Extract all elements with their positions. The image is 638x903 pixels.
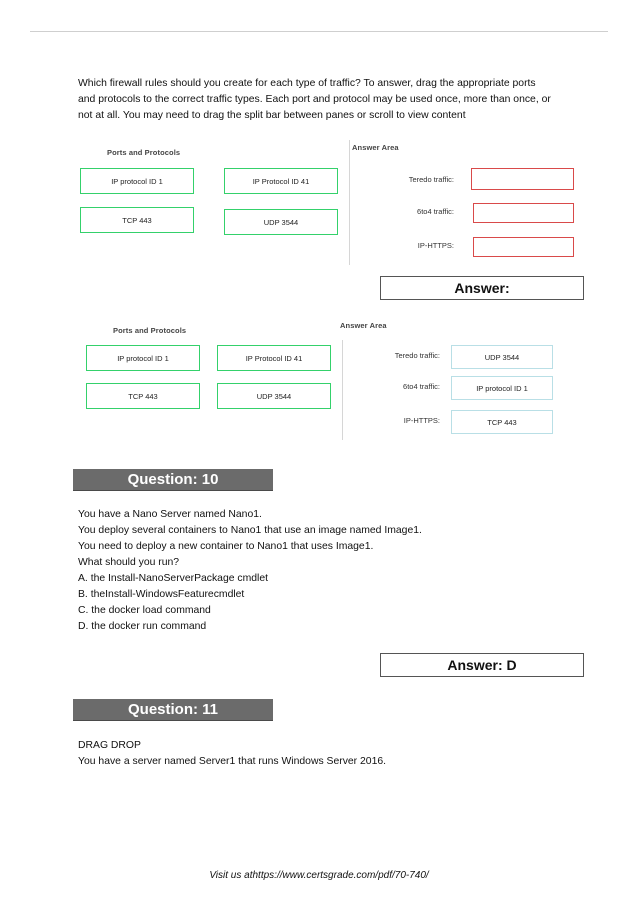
target-label-ip-https: IP-HTTPS: [417, 241, 454, 250]
q10-line: What should you run? [78, 557, 180, 568]
drop-target-teredo[interactable] [471, 168, 574, 190]
target-label-6to4: 6to4 traffic: [417, 207, 454, 216]
option-udp-3544[interactable]: UDP 3544 [224, 209, 338, 235]
answer-teredo: UDP 3544 [451, 345, 553, 369]
ports-protocols-title: Ports and Protocols [107, 148, 181, 157]
target-label-ip-https: IP-HTTPS: [403, 416, 440, 425]
q10-line: You need to deploy a new container to Nano1 that uses Image1. [78, 541, 374, 552]
header-rule [30, 31, 608, 32]
answer-ip-https: TCP 443 [451, 410, 553, 434]
q10-option-a: A. the Install-NanoServerPackage cmdlet [78, 573, 269, 584]
option-ip-protocol-41[interactable]: IP Protocol ID 41 [224, 168, 338, 194]
q11-line: You have a server named Server1 that runs Windows Server 2016. [78, 756, 387, 767]
answer-6to4: IP protocol ID 1 [451, 376, 553, 400]
target-label-teredo: Teredo traffic: [394, 351, 440, 360]
q10-line: You have a Nano Server named Nano1. [78, 509, 262, 520]
drop-target-ip-https[interactable] [473, 237, 574, 257]
option-tcp-443: TCP 443 [86, 383, 200, 409]
footer-link[interactable]: Visit us athttps://www.certsgrade.com/pdf/70-740/ [209, 870, 429, 881]
q9-question-text [78, 76, 551, 124]
option-tcp-443[interactable]: TCP 443 [80, 207, 194, 233]
target-label-6to4: 6to4 traffic: [403, 382, 440, 391]
q11-line: DRAG DROP [78, 740, 141, 751]
q10-answer-box: Answer: D [380, 653, 584, 677]
q9-line: not at all. You may need to drag the split bar between panes or scroll to view content [78, 110, 466, 121]
q9-line: and protocols to the correct traffic types. Each port and protocol may be used once, more than once, or [78, 94, 551, 105]
q10-line: You deploy several containers to Nano1 that use an image named Image1. [78, 525, 422, 536]
option-udp-3544: UDP 3544 [217, 383, 331, 409]
q9-line: Which firewall rules should you create for each type of traffic? To answer, drag the appropriate ports [78, 78, 536, 89]
q10-question-text [78, 507, 422, 571]
q10-option-b: B. theInstall-WindowsFeaturecmdlet [78, 589, 245, 600]
question-11-header: Question: 11 [73, 699, 273, 721]
target-label-teredo: Teredo traffic: [408, 175, 454, 184]
q10-options [78, 571, 268, 635]
question-10-header: Question: 10 [73, 469, 273, 491]
option-ip-protocol-1: IP protocol ID 1 [86, 345, 200, 371]
pane-split-bar [342, 340, 343, 440]
ports-protocols-title: Ports and Protocols [113, 326, 187, 335]
answer-area-title: Answer Area [352, 143, 399, 152]
pane-split-bar[interactable] [349, 140, 350, 265]
q9-answer-box: Answer: [380, 276, 584, 300]
drop-target-6to4[interactable] [473, 203, 574, 223]
q10-option-c: C. the docker load command [78, 605, 211, 616]
option-ip-protocol-1[interactable]: IP protocol ID 1 [80, 168, 194, 194]
option-ip-protocol-41: IP Protocol ID 41 [217, 345, 331, 371]
q10-option-d: D. the docker run command [78, 621, 207, 632]
answer-area-title: Answer Area [340, 321, 387, 330]
q11-question-text [78, 738, 386, 770]
